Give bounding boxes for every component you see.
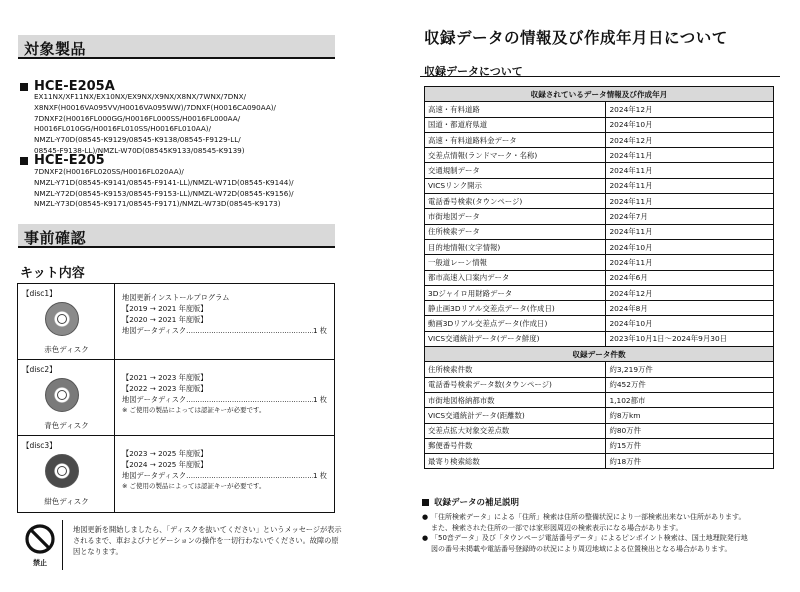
table-row xyxy=(425,423,774,438)
disc-label: 【disc1】 xyxy=(22,289,57,298)
table-cell-label: 交差点情報(ランドマーク・名称) xyxy=(425,148,606,163)
model-line: 7DNXF2(H0016FL000GG/H0016FL000SS/H0016FL000AA/ xyxy=(34,113,241,123)
content-line: 【2023 → 2025 年度版】 xyxy=(122,449,208,458)
dot-leader xyxy=(186,470,313,481)
table-cell-label: 目的地情報(文字情報) xyxy=(425,239,606,254)
prohibition-icon xyxy=(17,520,63,558)
disc-contents xyxy=(122,372,327,416)
disc-hole xyxy=(57,314,67,324)
item-qty: 1 枚 xyxy=(312,395,327,404)
table-body xyxy=(425,362,774,469)
table-cell-label: 静止画3Dリアル交差点データ(作成日) xyxy=(425,301,606,316)
table-row xyxy=(425,301,774,316)
supplement-line: 「50音データ」及び「タウンページ電話番号データ」によるピンポイント検索は、国土地理院発行地 xyxy=(431,534,748,543)
table-cell-label: 市街地図データ xyxy=(425,209,606,224)
recorded-data-table xyxy=(424,86,774,469)
table-row xyxy=(425,102,774,117)
table-row xyxy=(425,316,774,331)
model-line: NMZL-Y72D(08545-K9153/08545-F9153-LL)/NMZL-W72D(08545-K9156)/ xyxy=(34,188,294,198)
supplement-item xyxy=(422,512,784,523)
table-row xyxy=(425,163,774,178)
item-line xyxy=(122,325,327,336)
section-title: 対象製品 xyxy=(24,40,87,58)
disc-cell xyxy=(18,436,115,513)
model-list xyxy=(34,167,344,210)
model-line: 7DNXF2(H0016FL020SS/H0016FL020AA)/ xyxy=(34,167,184,176)
item-name: 地図データディスク xyxy=(122,471,187,480)
table-cell-value: 2024年10月 xyxy=(606,316,774,331)
disc-hole xyxy=(57,466,67,476)
table-cell-label: VICS交通統計データ(距離数) xyxy=(425,408,606,423)
disc-contents xyxy=(122,448,327,492)
disc-cell xyxy=(18,284,115,359)
square-bullet-icon xyxy=(20,157,28,165)
table-row xyxy=(425,178,774,193)
supplement-line: 「住所検索データ」による「住所」検索は住所の整備状況により一部検索出来ない住所があります。 xyxy=(431,513,746,521)
table-cell-label: 最寄り検索総数 xyxy=(425,454,606,469)
table-cell-value: 2024年7月 xyxy=(606,209,774,224)
section-title: 事前確認 xyxy=(24,229,87,247)
table-cell-label: VICS交通統計データ(データ鮮度) xyxy=(425,331,606,346)
auth-key-note: ※ ご使用の製品によっては認証キーが必要です。 xyxy=(122,482,266,490)
section-header-target-products xyxy=(18,35,335,59)
section-header-pre-check xyxy=(18,224,335,248)
content-line: 【2019 → 2021 年度版】 xyxy=(122,304,208,313)
table-cell-value: 2024年12月 xyxy=(606,102,774,117)
table-row xyxy=(425,285,774,300)
content-line: 【2022 → 2023 年度版】 xyxy=(122,384,208,393)
prohibition-cell xyxy=(17,520,63,570)
table-cell-value: 2024年11月 xyxy=(606,163,774,178)
table-cell-value: 2024年12月 xyxy=(606,132,774,147)
disc-row xyxy=(18,360,334,436)
table-cell-label: 市街地図格納都市数 xyxy=(425,392,606,407)
table-row xyxy=(425,148,774,163)
content-line: 【2021 → 2023 年度版】 xyxy=(122,373,208,382)
supplement-line: また、検索された住所の一部では家形図周辺の検索表示になる場合があります。 xyxy=(431,523,683,532)
disc-name: 紺色ディスク xyxy=(44,497,89,506)
table-cell-value: 2024年10月 xyxy=(606,117,774,132)
square-bullet-icon xyxy=(422,499,429,506)
right-page xyxy=(400,0,800,592)
disc-icon xyxy=(45,302,79,336)
table-cell-label: 郵便番号件数 xyxy=(425,438,606,453)
square-bullet-icon xyxy=(20,83,28,91)
table-header: 収録データ件数 xyxy=(425,347,774,362)
table-cell-label: 一般道レーン情報 xyxy=(425,255,606,270)
content-line: 【2020 → 2021 年度版】 xyxy=(122,315,208,324)
table-row xyxy=(425,270,774,285)
table-row xyxy=(425,239,774,254)
item-line xyxy=(122,470,327,481)
kit-contents-title: キット内容 xyxy=(20,266,85,281)
table-cell-label: VICSリンク開示 xyxy=(425,178,606,193)
table-cell-value: 2024年11月 xyxy=(606,255,774,270)
table-cell-label: 電話番号検索(タウンページ) xyxy=(425,194,606,209)
model-name: HCE-E205A xyxy=(34,79,115,94)
table-cell-label: 3Dジャイロ用財路データ xyxy=(425,285,606,300)
model-line: X8NXF(H0016VA095VV/H0016VA095WW)/7DNXF(H0016CA090AA)/ xyxy=(34,102,276,112)
table-row xyxy=(425,408,774,423)
table-row xyxy=(425,331,774,346)
model-heading xyxy=(20,153,105,168)
content-line: 【2024 → 2025 年度版】 xyxy=(122,460,208,469)
disc-contents xyxy=(122,292,327,336)
table-row xyxy=(425,392,774,407)
table-cell-value: 2024年11月 xyxy=(606,148,774,163)
table-cell-value: 約15万件 xyxy=(606,438,774,453)
item-qty: 1 枚 xyxy=(312,326,327,335)
model-line: H0016FL010GG/H0016FL010SS/H0016FL010AA)/ xyxy=(34,124,212,134)
model-line: NMZL-Y71D(08545-K9141/08545-F9141-LL)/NMZL-W71D(08545-K9144)/ xyxy=(34,177,294,187)
table-cell-label: 国道・都道府県道 xyxy=(425,117,606,132)
table-row xyxy=(425,132,774,147)
item-name: 地図データディスク xyxy=(122,395,187,404)
dot-leader xyxy=(186,394,313,405)
model-line: NMZL-Y70D(08545-K9129/08545-K9138/08545-F9129-LL/ xyxy=(34,135,241,145)
table-row xyxy=(425,377,774,392)
table-cell-value: 2024年6月 xyxy=(606,270,774,285)
subsection-divider xyxy=(420,76,780,77)
disc-name: 赤色ディスク xyxy=(44,345,89,354)
disc-label: 【disc2】 xyxy=(22,365,57,374)
supplement-title: 収録データの補足説明 xyxy=(434,498,520,508)
table-cell-value: 1,102都市 xyxy=(606,392,774,407)
table-row xyxy=(425,117,774,132)
page-title: 収録データの情報及び作成年月日について xyxy=(424,29,728,47)
table-cell-value: 約8万km xyxy=(606,408,774,423)
table-cell-label: 住所検索データ xyxy=(425,224,606,239)
table-body xyxy=(425,102,774,347)
supplement-heading xyxy=(422,496,519,508)
disc-name: 青色ディスク xyxy=(44,421,89,430)
table-cell-value: 約18万件 xyxy=(606,454,774,469)
table-row xyxy=(425,209,774,224)
prohibition-label: 禁止 xyxy=(33,559,47,567)
table-cell-label: 交差点拡大対象交差点数 xyxy=(425,423,606,438)
table-cell-label: 高速・有料道路 xyxy=(425,102,606,117)
item-line xyxy=(122,394,327,405)
item-qty: 1 枚 xyxy=(312,471,327,480)
supplement-body xyxy=(422,512,784,554)
bullet-icon: ● xyxy=(422,534,429,543)
table-row xyxy=(425,362,774,377)
subsection-title: 収録データについて xyxy=(424,65,523,78)
table-row xyxy=(425,454,774,469)
table-cell-value: 約3,219万件 xyxy=(606,362,774,377)
table-cell-label: 都市高速入口案内データ xyxy=(425,270,606,285)
table-cell-label: 動画3Dリアル交差点データ(作成日) xyxy=(425,316,606,331)
content-line: 地図更新インストールプログラム xyxy=(122,293,230,302)
table-header-row xyxy=(425,87,774,102)
table-cell-value: 2024年10月 xyxy=(606,239,774,254)
warning-notice xyxy=(17,520,342,572)
disc-icon xyxy=(45,454,79,488)
table-cell-value: 2024年12月 xyxy=(606,285,774,300)
disc-hole xyxy=(57,390,67,400)
table-header: 収録されているデータ情報及び作成年月 xyxy=(425,87,774,102)
table-cell-value: 2024年11月 xyxy=(606,194,774,209)
table-cell-value: 2024年11月 xyxy=(606,224,774,239)
disc-row xyxy=(18,284,334,360)
supplement-item xyxy=(422,533,784,544)
table-header-row xyxy=(425,347,774,362)
disc-row xyxy=(18,436,334,513)
table-cell-value: 2023年10月1日～2024年9月30日 xyxy=(606,331,774,346)
table-cell-label: 住所検索件数 xyxy=(425,362,606,377)
table-cell-label: 交通規制データ xyxy=(425,163,606,178)
table-cell-value: 約452万件 xyxy=(606,377,774,392)
table-cell-value: 約80万件 xyxy=(606,423,774,438)
table-cell-value: 2024年8月 xyxy=(606,301,774,316)
model-list xyxy=(34,92,344,157)
disc-cell xyxy=(18,360,115,435)
kit-contents-table xyxy=(17,283,335,513)
table-row xyxy=(425,224,774,239)
disc-icon xyxy=(45,378,79,412)
table-cell-label: 電話番号検索データ数(タウンページ) xyxy=(425,377,606,392)
dot-leader xyxy=(186,325,313,336)
model-name: HCE-E205 xyxy=(34,153,105,168)
supplement-line: 図の番号未掲載や電話番号登録時の状況により周辺地域による位置検出となる場合があります。 xyxy=(431,544,732,553)
table-row xyxy=(425,255,774,270)
table-row xyxy=(425,194,774,209)
warning-text: 地図更新を開始しましたら、「ディスクを抜いてください」というメッセージが表示されるまで、車およびナビゲーションの操作を一切行わないでください。故障の原因となります。 xyxy=(73,525,342,556)
item-name: 地図データディスク xyxy=(122,326,187,335)
disc-label: 【disc3】 xyxy=(22,441,57,450)
table-cell-value: 2024年11月 xyxy=(606,178,774,193)
model-line: EX11NX/XF11NX/EX10NX/EX9NX/X9NX/X8NX/7WNX/7DNX/ xyxy=(34,92,247,101)
table-cell-label: 高速・有料道路料金データ xyxy=(425,132,606,147)
model-line: NMZL-Y73D(08545-K9171/08545-F9171)/NMZL-W73D(08545-K9173) xyxy=(34,199,281,209)
bullet-icon: ● xyxy=(422,513,429,521)
auth-key-note: ※ ご使用の製品によっては認証キーが必要です。 xyxy=(122,406,266,414)
table-row xyxy=(425,438,774,453)
model-line: 08545-F9138-LL)/NMZL-W70D(08545K9133/08545-K9139) xyxy=(34,145,245,155)
